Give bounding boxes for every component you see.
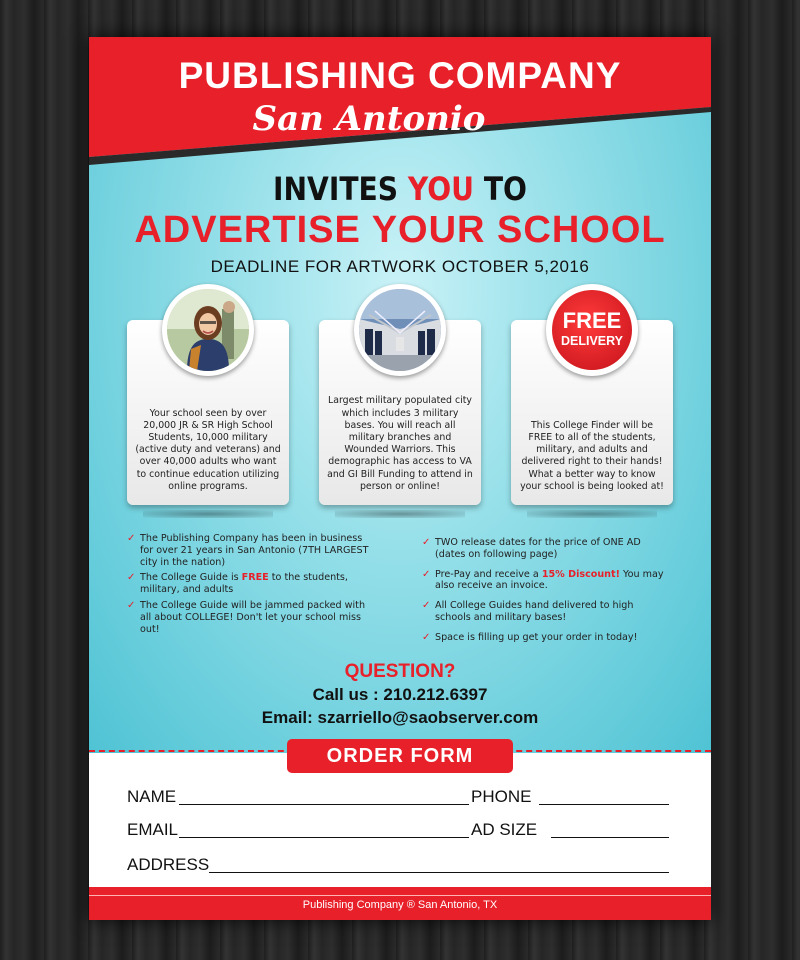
phone-label: PHONE <box>471 787 532 806</box>
ad-size-label: AD SIZE <box>471 820 538 839</box>
list-item: ✓ Space is filling up get your order in today! <box>422 631 638 643</box>
checkmark-icon: ✓ <box>422 568 431 580</box>
student-photo <box>162 284 254 376</box>
card-shadow <box>335 510 465 518</box>
card-shadow <box>527 510 657 518</box>
badge-line1: FREE <box>562 308 622 333</box>
deadline-text: DEADLINE FOR ARTWORK OCTOBER 5,2016 <box>210 257 590 276</box>
name-field[interactable] <box>179 804 469 805</box>
you-highlight: YOU <box>407 170 475 208</box>
student-photo-image <box>167 289 249 371</box>
list-item: ✓ The College Guide will be jammed packed with all about COLLEGE! Don't let your school miss out! <box>127 599 366 635</box>
card-text: Your school seen by over 20,000 JR & SR High School Students, 10,000 military (active duty and veterans) and over 40,000 adults who want to continue education utilizing online programs. <box>135 407 281 492</box>
address-field[interactable] <box>209 872 669 873</box>
footer-text: Publishing Company ® San Antonio, TX <box>302 899 498 911</box>
checkmark-icon: ✓ <box>422 537 431 548</box>
checkmark-icon: ✓ <box>422 631 431 643</box>
card-text: Largest military populated city which includes 3 military bases. You will reach all military branches and Wounded Warriors. This demographic has access to VA and GI Bill Funding to attend in person or online! <box>327 395 473 492</box>
bullet-list-left <box>127 533 377 639</box>
ad-size-field[interactable] <box>551 837 669 838</box>
checkmark-icon: ✓ <box>422 600 431 612</box>
list-item: ✓ Pre-Pay and receive a 15% Discount! You may also receive an invoice. <box>422 568 664 592</box>
name-label: NAME <box>127 787 177 806</box>
advertise-heading: ADVERTISE YOUR SCHOOL <box>134 209 666 251</box>
address-label: ADDRESS <box>127 855 210 874</box>
question-heading: QUESTION? <box>344 661 456 682</box>
email-label: EMAIL <box>127 820 179 839</box>
military-photo-image <box>359 289 441 371</box>
city-name: San Antonio <box>252 99 486 139</box>
list-item: ✓ All College Guides hand delivered to high schools and military bases! <box>422 600 634 623</box>
flyer <box>89 37 711 920</box>
order-form-title: ORDER FORM <box>287 739 513 773</box>
bullet-list-right <box>422 537 672 648</box>
footer-rule <box>89 895 711 896</box>
phone-field[interactable] <box>539 804 669 805</box>
checkmark-icon: ✓ <box>127 572 136 584</box>
list-item: ✓ TWO release dates for the price of ONE AD (dates on following page) <box>422 537 641 560</box>
list-item: ✓ The Publishing Company has been in business for over 21 years in San Antonio (7TH LARGEST city in the nation) <box>127 533 369 568</box>
badge-line2: DELIVERY <box>560 334 624 348</box>
list-item: ✓ The College Guide is FREE to the students, military, and adults <box>127 572 348 596</box>
free-delivery-badge <box>546 284 638 376</box>
card-shadow <box>143 510 273 518</box>
email-contact: Email: szarriello@saobserver.com <box>261 708 539 727</box>
card-text: This College Finder will be FREE to all of the students, military, and adults and delivered right to their hands! What a better way to know your school is being looked at! <box>520 419 664 492</box>
checkmark-icon: ✓ <box>127 599 136 611</box>
invites-heading: INVITES YOU TO <box>273 170 527 208</box>
phone-contact: Call us : 210.212.6397 <box>312 685 488 704</box>
company-name: PUBLISHING COMPANY <box>178 55 622 96</box>
email-field[interactable] <box>179 837 469 838</box>
checkmark-icon: ✓ <box>127 533 136 544</box>
military-photo <box>354 284 446 376</box>
